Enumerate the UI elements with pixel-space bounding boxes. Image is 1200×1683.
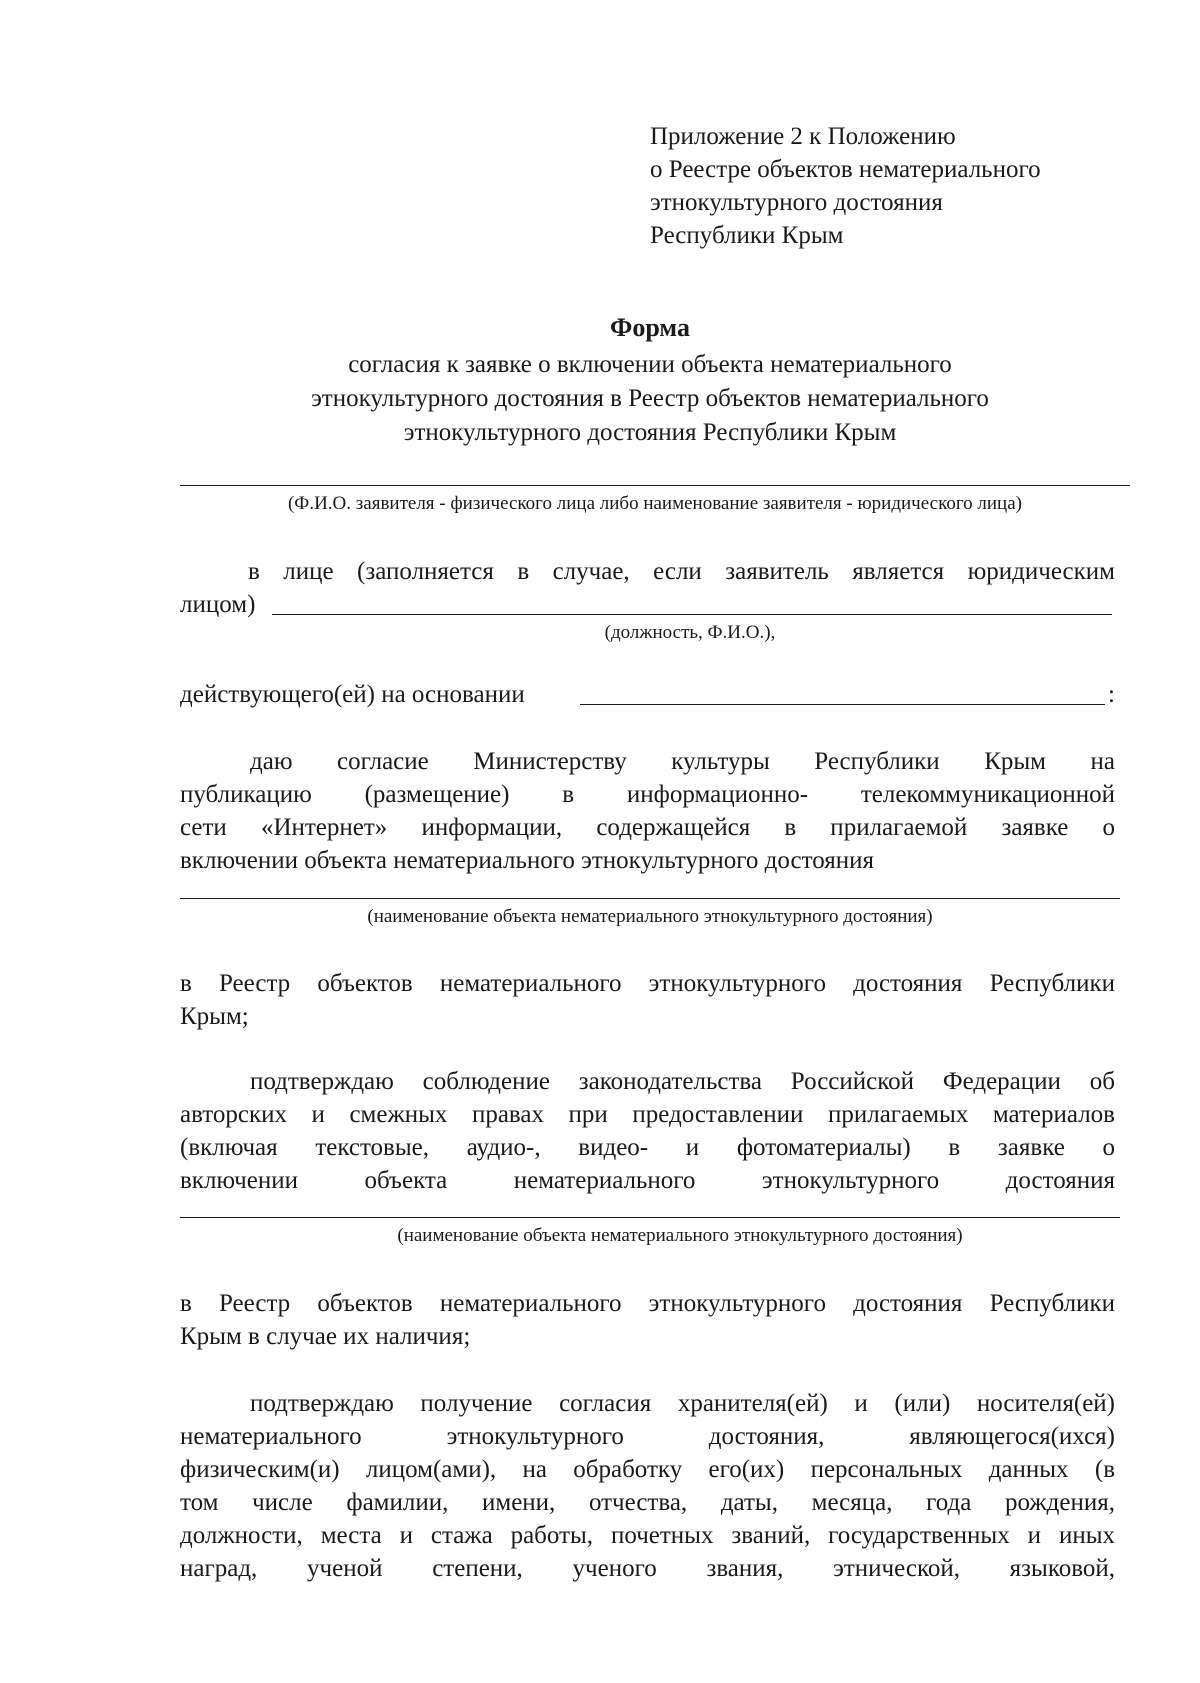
personal-data-line-1: подтверждаю получение согласия хранителя(ей) и (или) носителя(ей): [250, 1390, 1115, 1417]
representative-line-2: лицом): [180, 591, 256, 618]
form-title: Форма: [610, 313, 690, 342]
subtitle-line-3: этнокультурного достояния Республики Крым: [403, 419, 897, 446]
copyright-paragraph: [180, 1065, 1115, 1197]
object-name-fill-line-2[interactable]: [180, 1217, 1120, 1218]
registry-paragraph-2: [180, 1287, 1115, 1353]
appendix-header: [650, 120, 1170, 252]
personal-data-paragraph: [180, 1387, 1115, 1585]
consent-paragraph: [180, 745, 1115, 877]
copyright-line-3: (включая текстовые, аудио-, видео- и фотоматериалы) в заявке о: [180, 1134, 1115, 1161]
personal-data-line-6: наград, ученой степени, ученого звания, этнической, языковой,: [180, 1555, 1115, 1582]
subtitle-line-2: этнокультурного достояния в Реестр объектов нематериального: [311, 385, 989, 412]
appendix-line-1: Приложение 2 к Положению: [650, 123, 956, 150]
consent-line-2: публикацию (размещение) в информационно- телекоммуникационной: [180, 781, 1115, 808]
registry-2-line-2: Крым в случае их наличия;: [180, 1323, 471, 1350]
registry-1-line-2: Крым;: [180, 1003, 249, 1030]
subtitle-line-1: согласия к заявке о включении объекта нематериального: [348, 351, 952, 378]
registry-paragraph-1: [180, 967, 1115, 1033]
appendix-line-2: о Реестре объектов нематериального: [650, 156, 1041, 183]
representative-fill-line[interactable]: [272, 614, 1112, 615]
object-caption-2: (наименование объекта нематериального этнокультурного достояния): [397, 1225, 963, 1246]
personal-data-line-4: том числе фамилии, имени, отчества, даты, месяца, года рождения,: [180, 1489, 1115, 1516]
appendix-line-3: этнокультурного достояния: [650, 189, 943, 216]
copyright-line-4: включении объекта нематериального этнокультурного достояния: [180, 1167, 1115, 1194]
registry-2-line-1: в Реестр объектов нематериального этнокультурного достояния Республики: [180, 1290, 1115, 1317]
copyright-line-2: авторских и смежных правах при предоставлении прилагаемых материалов: [180, 1101, 1115, 1128]
representative-caption: (должность, Ф.И.О.),: [604, 622, 776, 643]
object-name-fill-line-1[interactable]: [180, 898, 1120, 899]
personal-data-line-3: физическим(и) лицом(ами), на обработку его(их) персональных данных (в: [180, 1456, 1115, 1483]
personal-data-line-5: должности, места и стажа работы, почетных званий, государственных и иных: [180, 1522, 1115, 1549]
consent-line-1: даю согласие Министерству культуры Республики Крым на: [250, 748, 1115, 775]
basis-label: действующего(ей) на основании: [180, 681, 525, 708]
basis-fill-line[interactable]: [580, 704, 1105, 705]
applicant-fill-line[interactable]: [180, 485, 1130, 486]
applicant-caption: (Ф.И.О. заявителя - физического лица либо наименование заявителя - юридического лица): [287, 493, 1022, 514]
copyright-line-1: подтверждаю соблюдение законодательства Российской Федерации об: [250, 1068, 1115, 1095]
consent-line-3: сети «Интернет» информации, содержащейся в прилагаемой заявке о: [180, 814, 1115, 841]
object-caption-1: (наименование объекта нематериального этнокультурного достояния): [367, 906, 933, 927]
registry-1-line-1: в Реестр объектов нематериального этнокультурного достояния Республики: [180, 970, 1115, 997]
representative-line-1: в лице (заполняется в случае, если заявитель является юридическим: [248, 558, 1115, 585]
personal-data-line-2: нематериального этнокультурного достояния, являющегося(ихся): [180, 1423, 1115, 1450]
appendix-line-4: Республики Крым: [650, 222, 844, 249]
basis-suffix: :: [1108, 681, 1115, 708]
form-subtitle: [220, 348, 1080, 450]
consent-line-4: включении объекта нематериального этнокультурного достояния: [180, 847, 874, 874]
